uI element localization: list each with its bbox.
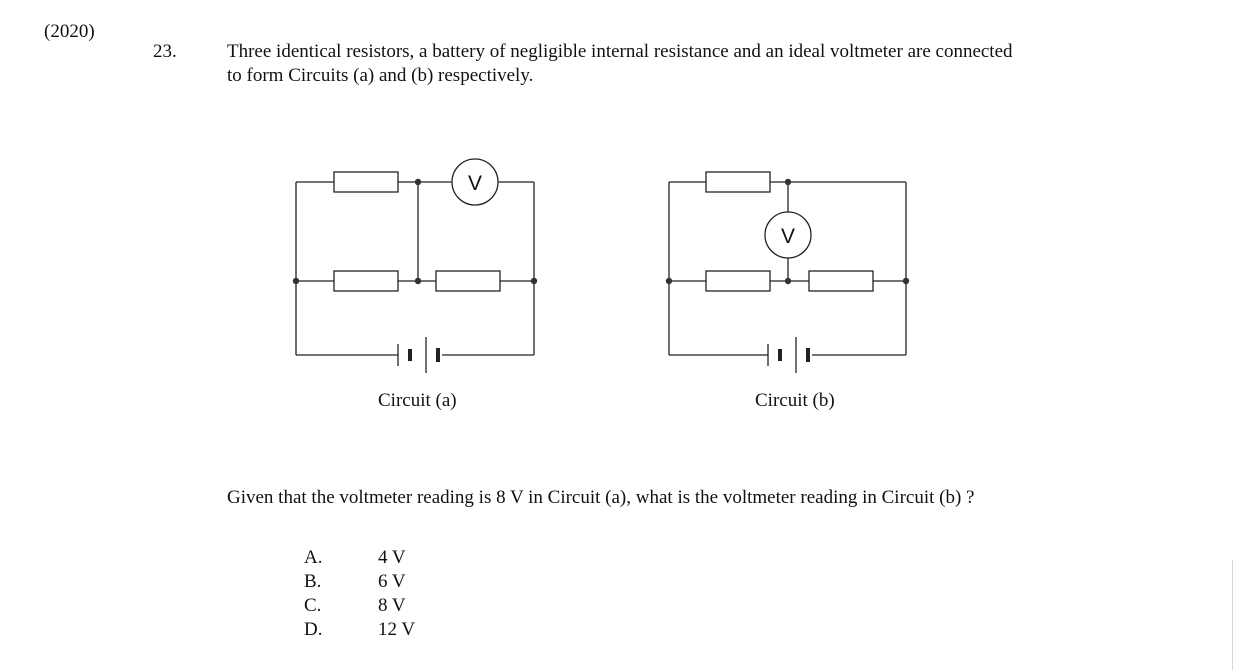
junction-dot	[903, 278, 909, 284]
junction-dot	[785, 278, 791, 284]
question-prompt: Given that the voltmeter reading is 8 V in Circuit (a), what is the voltmeter reading in Circuit (b) ?	[227, 487, 975, 508]
junction-dots-a	[293, 179, 537, 284]
option-d-value: 12 V	[378, 619, 416, 640]
circuit-b-diagram	[669, 172, 906, 373]
option-a-letter: A.	[304, 547, 323, 568]
junction-dot	[666, 278, 672, 284]
resistor-top-b	[706, 172, 770, 192]
resistor-top-a	[334, 172, 398, 192]
resistor-middle-right-a	[436, 271, 500, 291]
voltmeter-symbol-a: V	[467, 172, 483, 195]
voltmeter-symbol-b: V	[780, 225, 796, 248]
year-label: (2020)	[44, 21, 95, 42]
junction-dot	[293, 278, 299, 284]
option-d-letter: D.	[304, 619, 323, 640]
circuit-a-caption: Circuit (a)	[378, 390, 457, 411]
resistor-middle-left-b	[706, 271, 770, 291]
junction-dot	[415, 278, 421, 284]
option-c-letter: C.	[304, 595, 322, 616]
option-b-value: 6 V	[378, 571, 406, 592]
junction-dot	[415, 179, 421, 185]
junction-dot	[531, 278, 537, 284]
option-b-letter: B.	[304, 571, 322, 592]
circuit-a-diagram	[296, 159, 534, 373]
option-a-value: 4 V	[378, 547, 406, 568]
page-edge-divider	[1232, 560, 1233, 670]
question-stem-line-1: Three identical resistors, a battery of negligible internal resistance and an ideal voltmeter are connected	[227, 41, 1013, 62]
option-c-value: 8 V	[378, 595, 406, 616]
junction-dot	[785, 179, 791, 185]
circuit-b-caption: Circuit (b)	[755, 390, 835, 411]
resistor-middle-right-b	[809, 271, 873, 291]
question-number: 23.	[153, 41, 177, 62]
resistor-middle-left-a	[334, 271, 398, 291]
question-stem-line-2: to form Circuits (a) and (b) respectively.	[227, 65, 534, 86]
